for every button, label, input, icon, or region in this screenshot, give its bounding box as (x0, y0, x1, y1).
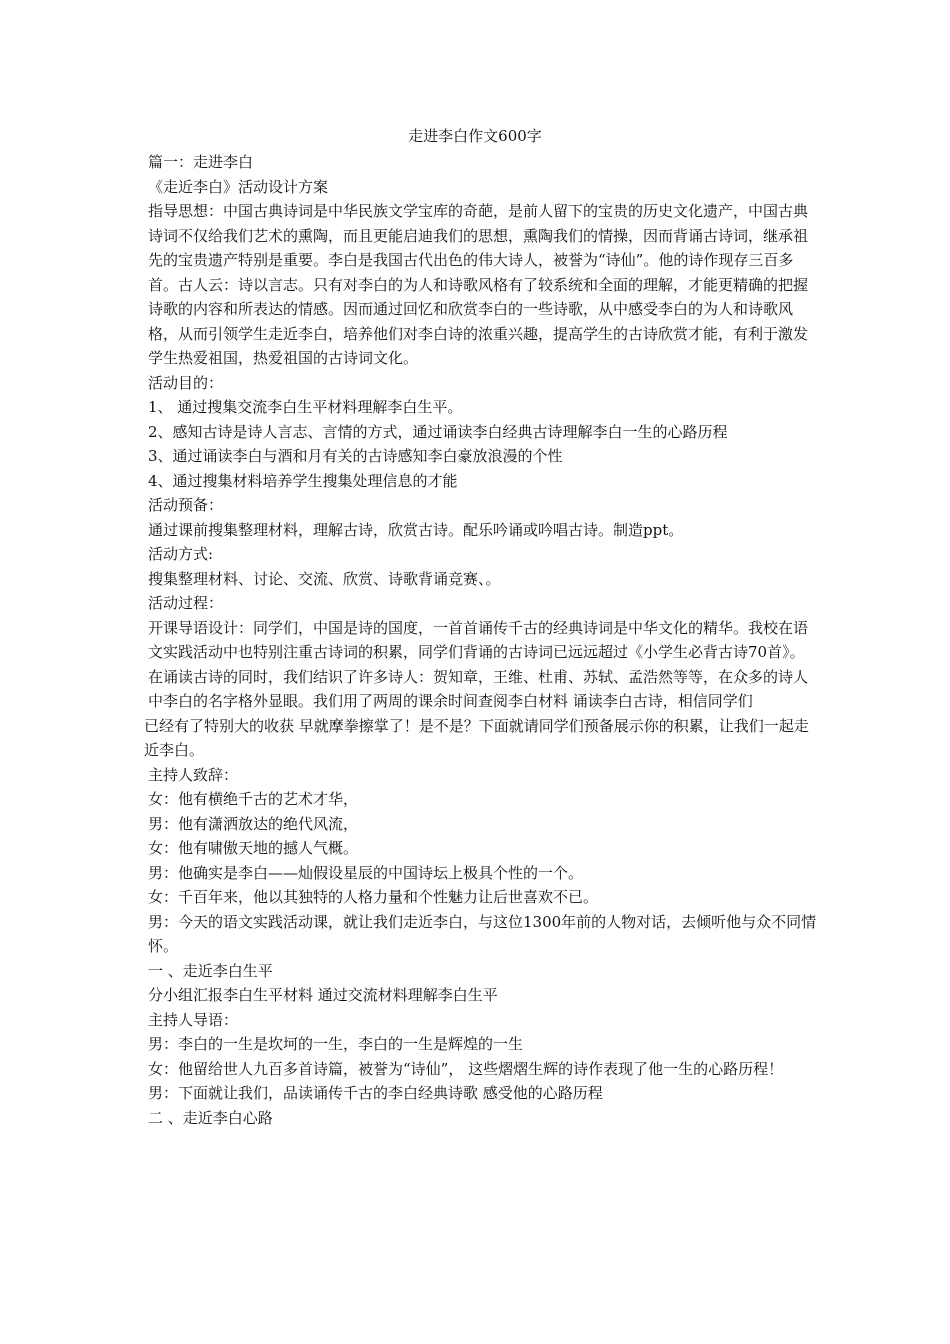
paragraph: 主持人导语： (148, 1010, 239, 1029)
paragraph: 3、通过诵读李白与酒和月有关的古诗感知李白豪放浪漫的个性 (148, 447, 563, 465)
paragraph: 活动预备： (148, 496, 224, 514)
paragraph: 女：他留给世人九百多首诗篇，被誉为“诗仙”， 这些熠熠生辉的诗作表现了他一生的心路历程！ (148, 1059, 784, 1078)
paragraph: 男：下面就让我们，品读诵传千古的李白经典诗歌 感受他的心路历程 (148, 1084, 603, 1102)
paragraph: 分小组汇报李白生平材料 通过交流材料理解李白生平 (148, 986, 498, 1004)
paragraph: 一 、走近李白生平 (148, 961, 273, 980)
paragraph: 男：李白的一生是坎坷的一生，李白的一生是辉煌的一生 (148, 1035, 524, 1053)
paragraph: 指导思想：中国古典诗词是中华民族文学宝库的奇葩，是前人留下的宝贵的历史文化遗产，中国古典诗词不仅给我们艺术的熏陶，而且更能启迪我们的思想，熏陶我们的情操，因而背诵古诗词，继承祖先的宝贵遗产特别是重要。李白是我国古代出色的伟大诗人，被誉为“诗仙”。他的诗作现存三百多首。古人云：诗以言志。只有对李白的为人和诗歌风格有了较系统和全面的理解，才能更精确的把握诗歌的内容和所表达的情感。因而通过回忆和欣赏李白的一些诗歌，从中感受李白的为人和诗歌风格，从而引领学生走近李白，培养他们对李白诗的浓重兴趣，提高学生的古诗欣赏才能，有利于激发学生热爱祖国，热爱祖国的古诗词文化。 (148, 202, 809, 367)
paragraph: 二 、走近李白心路 (148, 1108, 273, 1127)
paragraph: 活动方式: (148, 545, 214, 563)
paragraph: 2、感知古诗是诗人言志、言情的方式，通过诵读李白经典古诗理解李白一生的心路历程 (148, 422, 728, 441)
paragraph: 搜集整理材料、讨论、交流、欣赏、诗歌背诵竞赛、。 (148, 569, 501, 588)
document-body (144, 150, 818, 1130)
paragraph: 女：他有啸傲天地的撼人气概。 (148, 839, 359, 857)
paragraph: 已经有了特别大的收获 早就摩拳擦掌了！是不是？下面就请同学们预备展示你的积累，让我们一起走近李白。 (144, 716, 809, 759)
paragraph: 1、 通过搜集交流李白生平材料理解李白生平。 (148, 398, 463, 416)
document-title: 走进李白作文600字 (408, 127, 542, 145)
paragraph: 女：他有横绝千古的艺术才华， (148, 790, 359, 808)
paragraph: 开课导语设计：同学们，中国是诗的国度，一首首诵传千古的经典诗词是中华文化的精华。我校在语文实践活动中也特别注重古诗词的积累，同学们背诵的古诗词已远远超过《小学生必背古诗70首》。在诵读古诗的同时，我们结识了许多诗人：贺知章，王维、杜甫、苏轼、孟浩然等等，在众多的诗人中李白的名字格外显眼。我们用了两周的课余时间查阅李白材料 诵读李白古诗，相信同学们 (148, 618, 809, 710)
paragraph: 男：他有潇洒放达的绝代风流， (148, 814, 359, 833)
paragraph: 女：千百年来，他以其独特的人格力量和个性魅力让后世喜欢不已。 (148, 888, 599, 906)
paragraph: 男：今天的语文实践活动课，就让我们走近李白，与这位1300年前的人物对话，去倾听他与众不同情怀。 (148, 912, 817, 955)
paragraph: 主持人致辞： (148, 765, 239, 784)
paragraph: 《走近李白》活动设计方案 (148, 177, 329, 196)
paragraph: 篇一：走进李白 (148, 153, 254, 171)
paragraph: 4、通过搜集材料培养学生搜集处理信息的才能 (148, 471, 458, 490)
paragraph: 通过课前搜集整理材料，理解古诗，欣赏古诗。配乐吟诵或吟唱古诗。制造ppt。 (148, 520, 684, 539)
paragraph: 男：他确实是李白——灿假设星辰的中国诗坛上极具个性的一个。 (148, 863, 584, 882)
paragraph: 活动目的： (148, 373, 224, 392)
paragraph: 活动过程： (148, 594, 224, 612)
